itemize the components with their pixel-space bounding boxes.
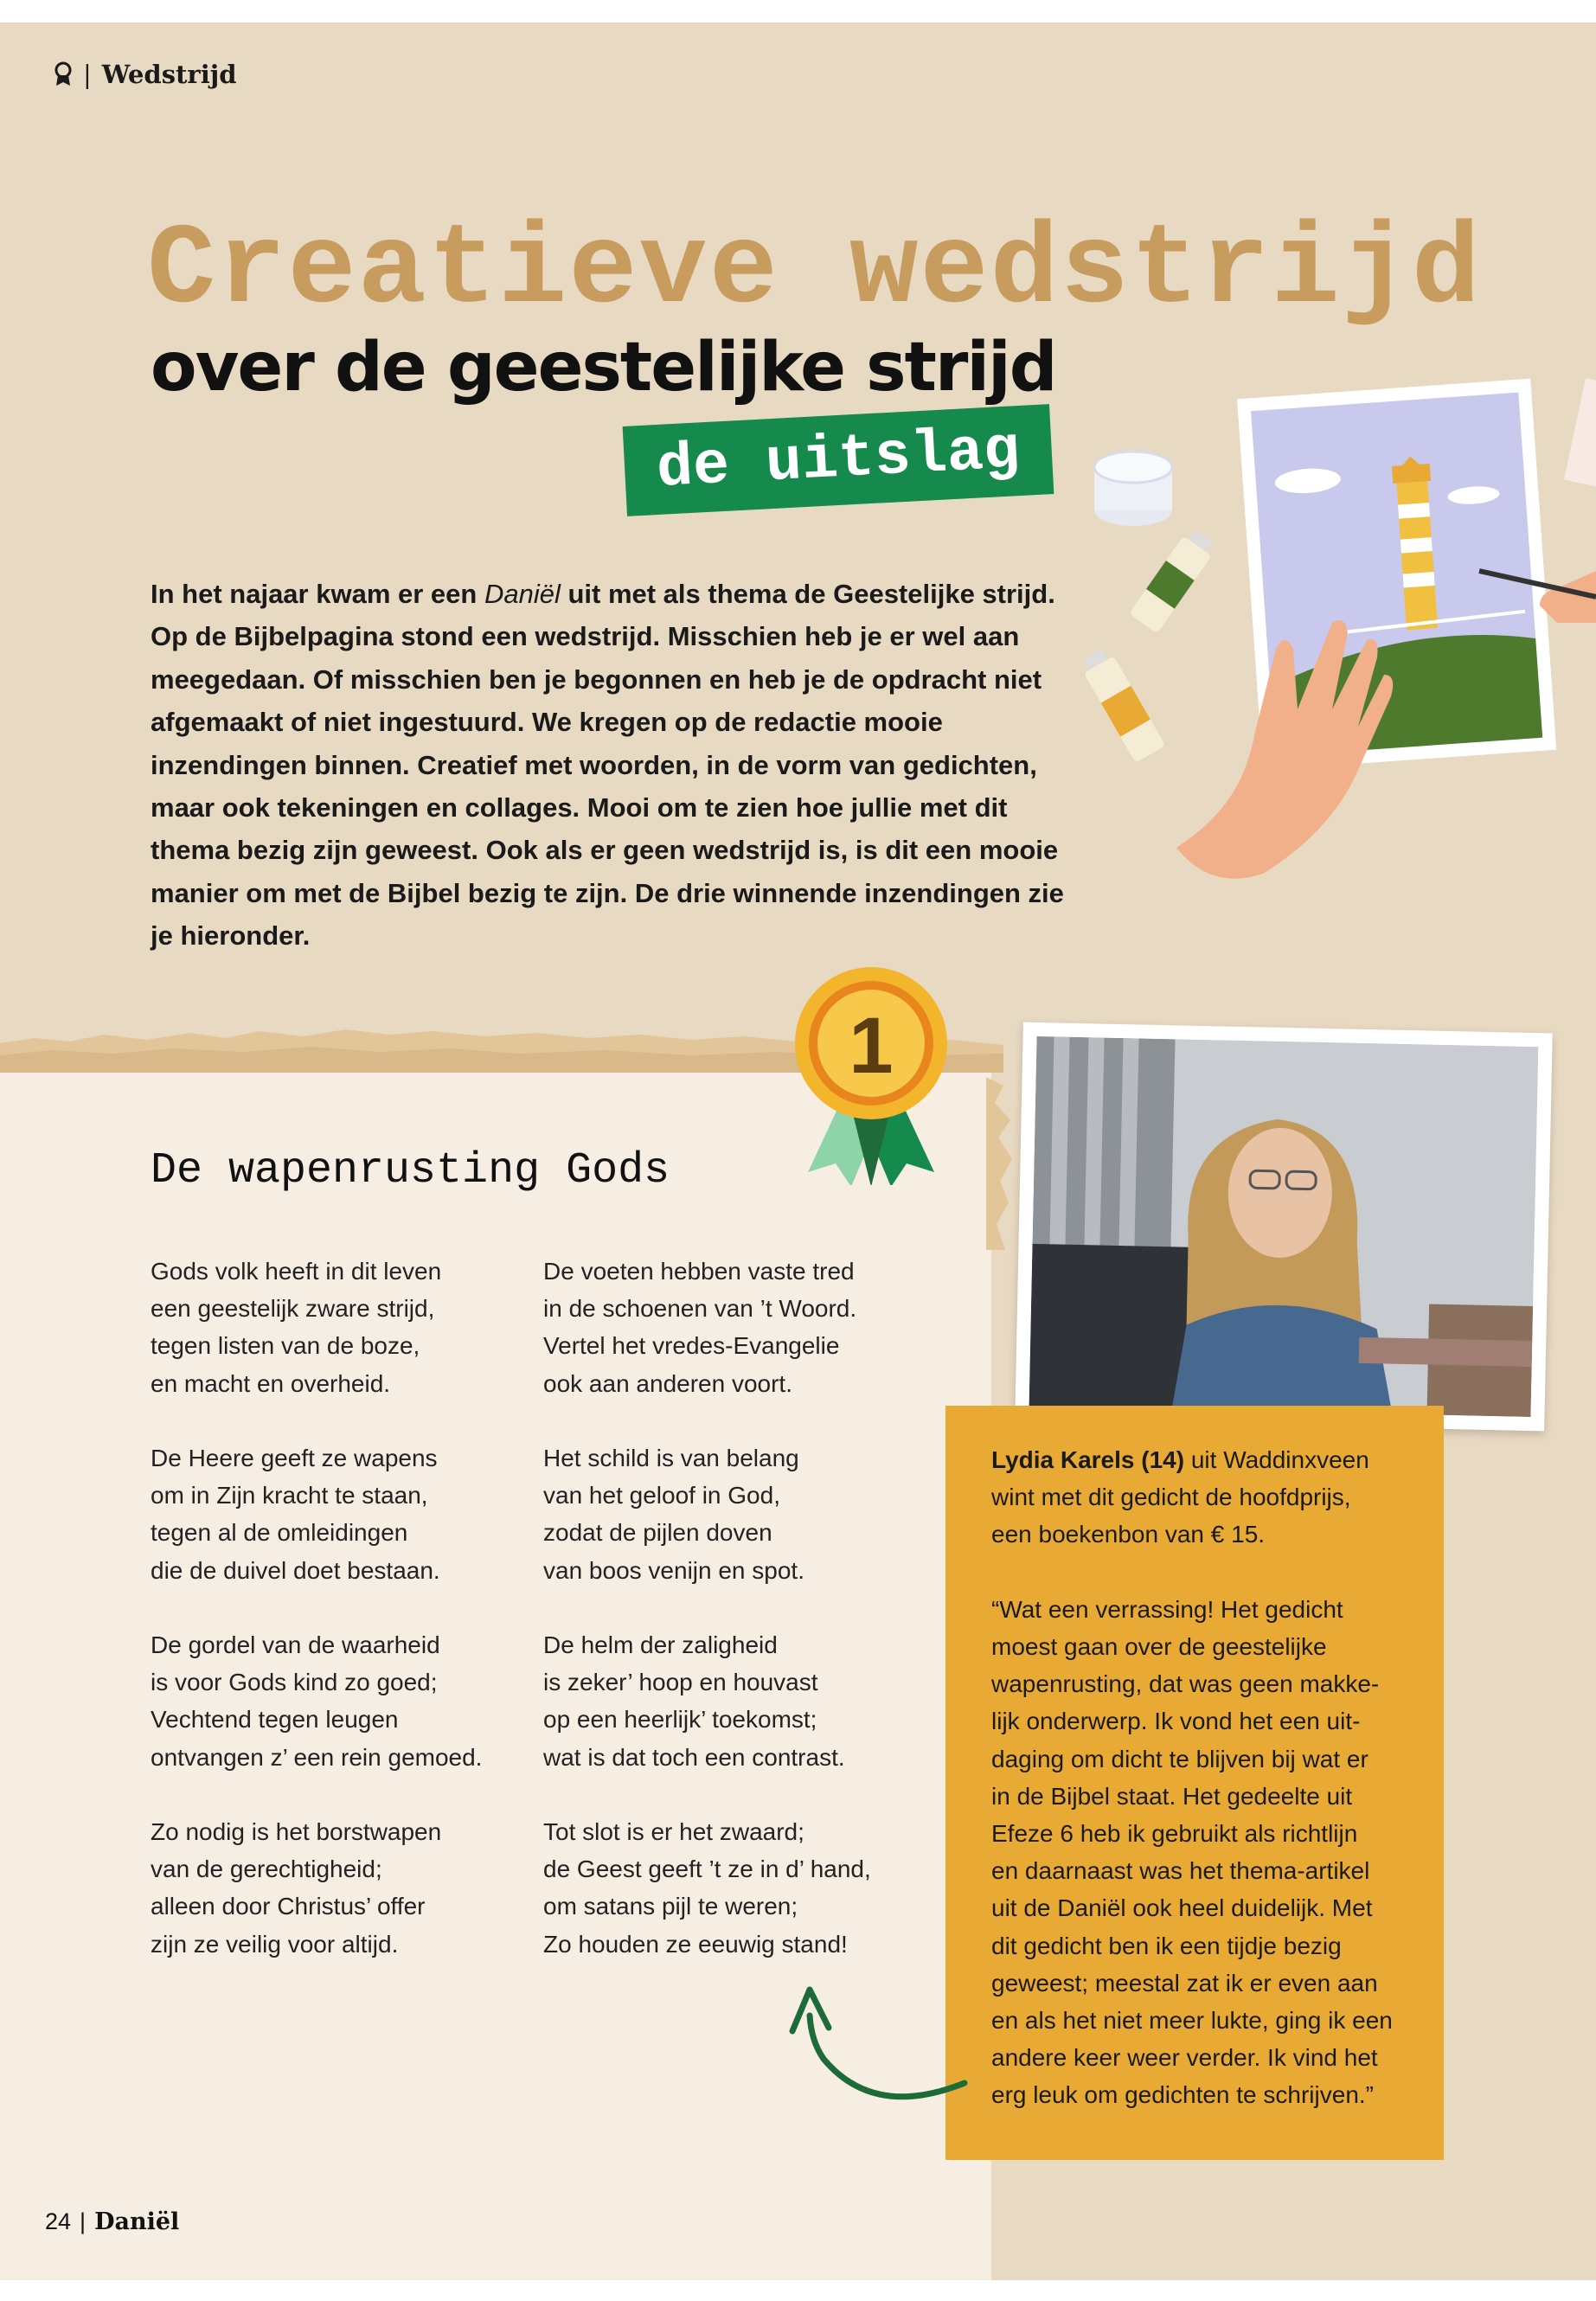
page-number: 24	[45, 2208, 72, 2234]
panel-torn-edge	[986, 1077, 1017, 1250]
quote-line: in de Bijbel staat. Het gedeelte uit	[991, 1782, 1353, 1810]
poem-line: alleen door Christus’ offer	[151, 1893, 426, 1920]
intro-text-1: In het najaar kwam er een	[151, 579, 484, 609]
poem-stanza	[543, 1626, 924, 1776]
quote-line: Efeze 6 heb ik gebruikt als richtlijn	[991, 1820, 1358, 1848]
winner-prize-line: een boekenbon van € 15.	[991, 1521, 1266, 1548]
quote-line: moest gaan over de geestelijke	[991, 1633, 1327, 1660]
poem-line: De Heere geeft ze wapens	[151, 1445, 438, 1471]
page-subtitle: over de geestelijke strijd	[151, 329, 1056, 407]
winner-name: Lydia Karels (14)	[991, 1446, 1185, 1473]
quote-line: daging om dicht te blijven bij wat er	[991, 1745, 1368, 1772]
paint-cup-icon	[1094, 452, 1172, 526]
label-separator: |	[83, 60, 92, 89]
poem-stanza	[151, 1439, 531, 1589]
poem-line: Tot slot is er het zwaard;	[543, 1818, 804, 1845]
poem-line: een geestelijk zware strijd,	[151, 1295, 435, 1323]
poem-stanza	[151, 1253, 531, 1402]
quote-line: geweest; meestal zat ik er even aan	[991, 1969, 1378, 1997]
poem-line: om in Zijn kracht te staan,	[151, 1482, 428, 1509]
poem-line: Gods volk heeft in dit leven	[151, 1258, 442, 1285]
page-title: Creatieve wedstrijd	[147, 206, 1483, 336]
section-label-text: Wedstrijd	[101, 60, 237, 89]
quote-line: lijk onderwerp. Ik vond het een uit-	[991, 1708, 1361, 1735]
intro-magazine-name: Daniël	[484, 579, 561, 609]
poem-line: zijn ze veilig voor altijd.	[151, 1930, 399, 1958]
poem-line: van boos venijn en spot.	[543, 1556, 804, 1584]
poem-line: is voor Gods kind zo goed;	[151, 1669, 438, 1696]
page-footer	[45, 2204, 179, 2239]
quote-line: wapenrusting, dat was geen makke-	[991, 1670, 1380, 1698]
winner-line	[991, 1441, 1424, 1478]
winner-photo	[1015, 1022, 1552, 1432]
medal-number: 1	[849, 1002, 894, 1090]
poem-line: ook aan anderen voort.	[543, 1369, 792, 1397]
quote-line: en als het niet meer lukte, ging ik een	[991, 2007, 1393, 2035]
poem-line: ontvangen z’ een rein gemoed.	[151, 1743, 483, 1771]
poem-line: Vertel het vredes-Evangelie	[543, 1332, 840, 1360]
winner-summary	[991, 1441, 1424, 1554]
section-label	[54, 57, 237, 92]
poem-line: Zo nodig is het borstwapen	[151, 1818, 442, 1845]
poem-line: tegen al de omleidingen	[151, 1519, 408, 1547]
poem-title: De wapenrusting Gods	[151, 1146, 670, 1195]
arrow-icon	[761, 1972, 969, 2111]
poem-line: Zo houden ze eeuwig stand!	[543, 1930, 848, 1958]
medal-icon	[791, 960, 952, 1185]
winner-info-text	[991, 1441, 1424, 2151]
poem-stanza	[543, 1439, 924, 1589]
paint-tube-green-icon	[1129, 526, 1219, 634]
intro-paragraph	[151, 573, 1067, 958]
poem-line: van de gerechtigheid;	[151, 1856, 382, 1883]
poem-line: is zeker’ hoop en houvast	[543, 1669, 818, 1696]
poem-line: zodat de pijlen doven	[543, 1519, 772, 1547]
painting-illustration	[1073, 363, 1596, 900]
quote-line: andere keer weer verder. Ik vind het	[991, 2044, 1378, 2072]
poem-stanza	[151, 1813, 531, 1963]
magazine-name: Daniël	[94, 2208, 180, 2235]
quote-line: en daarnaast was het thema-artikel	[991, 1857, 1370, 1885]
winner-quote	[991, 1591, 1424, 2114]
poem-line: de Geest geeft ’t ze in d’ hand,	[543, 1856, 871, 1883]
result-badge: de uitslag	[623, 404, 1054, 516]
top-margin	[0, 0, 1596, 22]
poem-line: die de duivel doet bestaan.	[151, 1556, 440, 1584]
poem-line: Het schild is van belang	[543, 1445, 799, 1471]
poem-line: in de schoenen van ’t Woord.	[543, 1295, 857, 1323]
poem-line: om satans pijl te weren;	[543, 1893, 798, 1920]
poem-line: en macht en overheid.	[151, 1369, 391, 1397]
poem-line: Vechtend tegen leugen	[151, 1706, 399, 1734]
poem-stanza	[543, 1253, 924, 1402]
poem-stanza	[151, 1626, 531, 1776]
quote-line: uit de Daniël ook heel duidelijk. Met	[991, 1894, 1373, 1922]
quote-line: erg leuk om gedichten te schrijven.”	[991, 2081, 1374, 2109]
winner-prize-line: wint met dit gedicht de hoofdprijs,	[991, 1484, 1351, 1511]
poem-line: De voeten hebben vaste tred	[543, 1258, 855, 1285]
poem-stanza	[543, 1813, 924, 1963]
quote-line: dit gedicht ben ik een tijdje bezig	[991, 1932, 1342, 1959]
hand-left-icon	[1176, 620, 1393, 879]
poem-line: van het geloof in God,	[543, 1482, 780, 1509]
poem-line: De gordel van de waarheid	[151, 1631, 440, 1658]
quote-line: “Wat een verrassing! Het gedicht	[991, 1595, 1343, 1623]
poem-column-2	[543, 1253, 924, 2000]
ribbon-icon	[54, 61, 73, 87]
paint-tube-yellow-icon	[1078, 645, 1166, 763]
bottom-margin	[0, 2280, 1596, 2301]
poem-line: De helm der zaligheid	[543, 1631, 778, 1658]
winner-origin: uit Waddinxveen	[1184, 1446, 1369, 1473]
poem-line: wat is dat toch een contrast.	[543, 1743, 845, 1771]
intro-text-2: uit met als thema de Geestelijke strijd. Op de Bijbelpagina stond een wedstrijd. Misschien heb je er wel aan meegedaan. Of misschien ben je begonnen en heb je de opdracht niet afgemaakt of niet ingestuurd. We kregen op de redactie mooie inzendingen binnen. Creatief met woorden, in de vorm van gedichten, maar ook tekeningen en collages. Mooi om te zien hoe jullie met dit thema bezig zijn geweest. Ook als er geen wedstrijd is, is dit een mooie manier om met de Bijbel bezig te zijn. De drie winnende inzendingen zie je hieronder.	[151, 579, 1064, 952]
poem-column-1	[151, 1253, 531, 2000]
poem-line: op een heerlijk’ toekomst;	[543, 1706, 817, 1734]
poem-line: tegen listen van de boze,	[151, 1332, 420, 1360]
footer-separator: |	[80, 2208, 87, 2234]
